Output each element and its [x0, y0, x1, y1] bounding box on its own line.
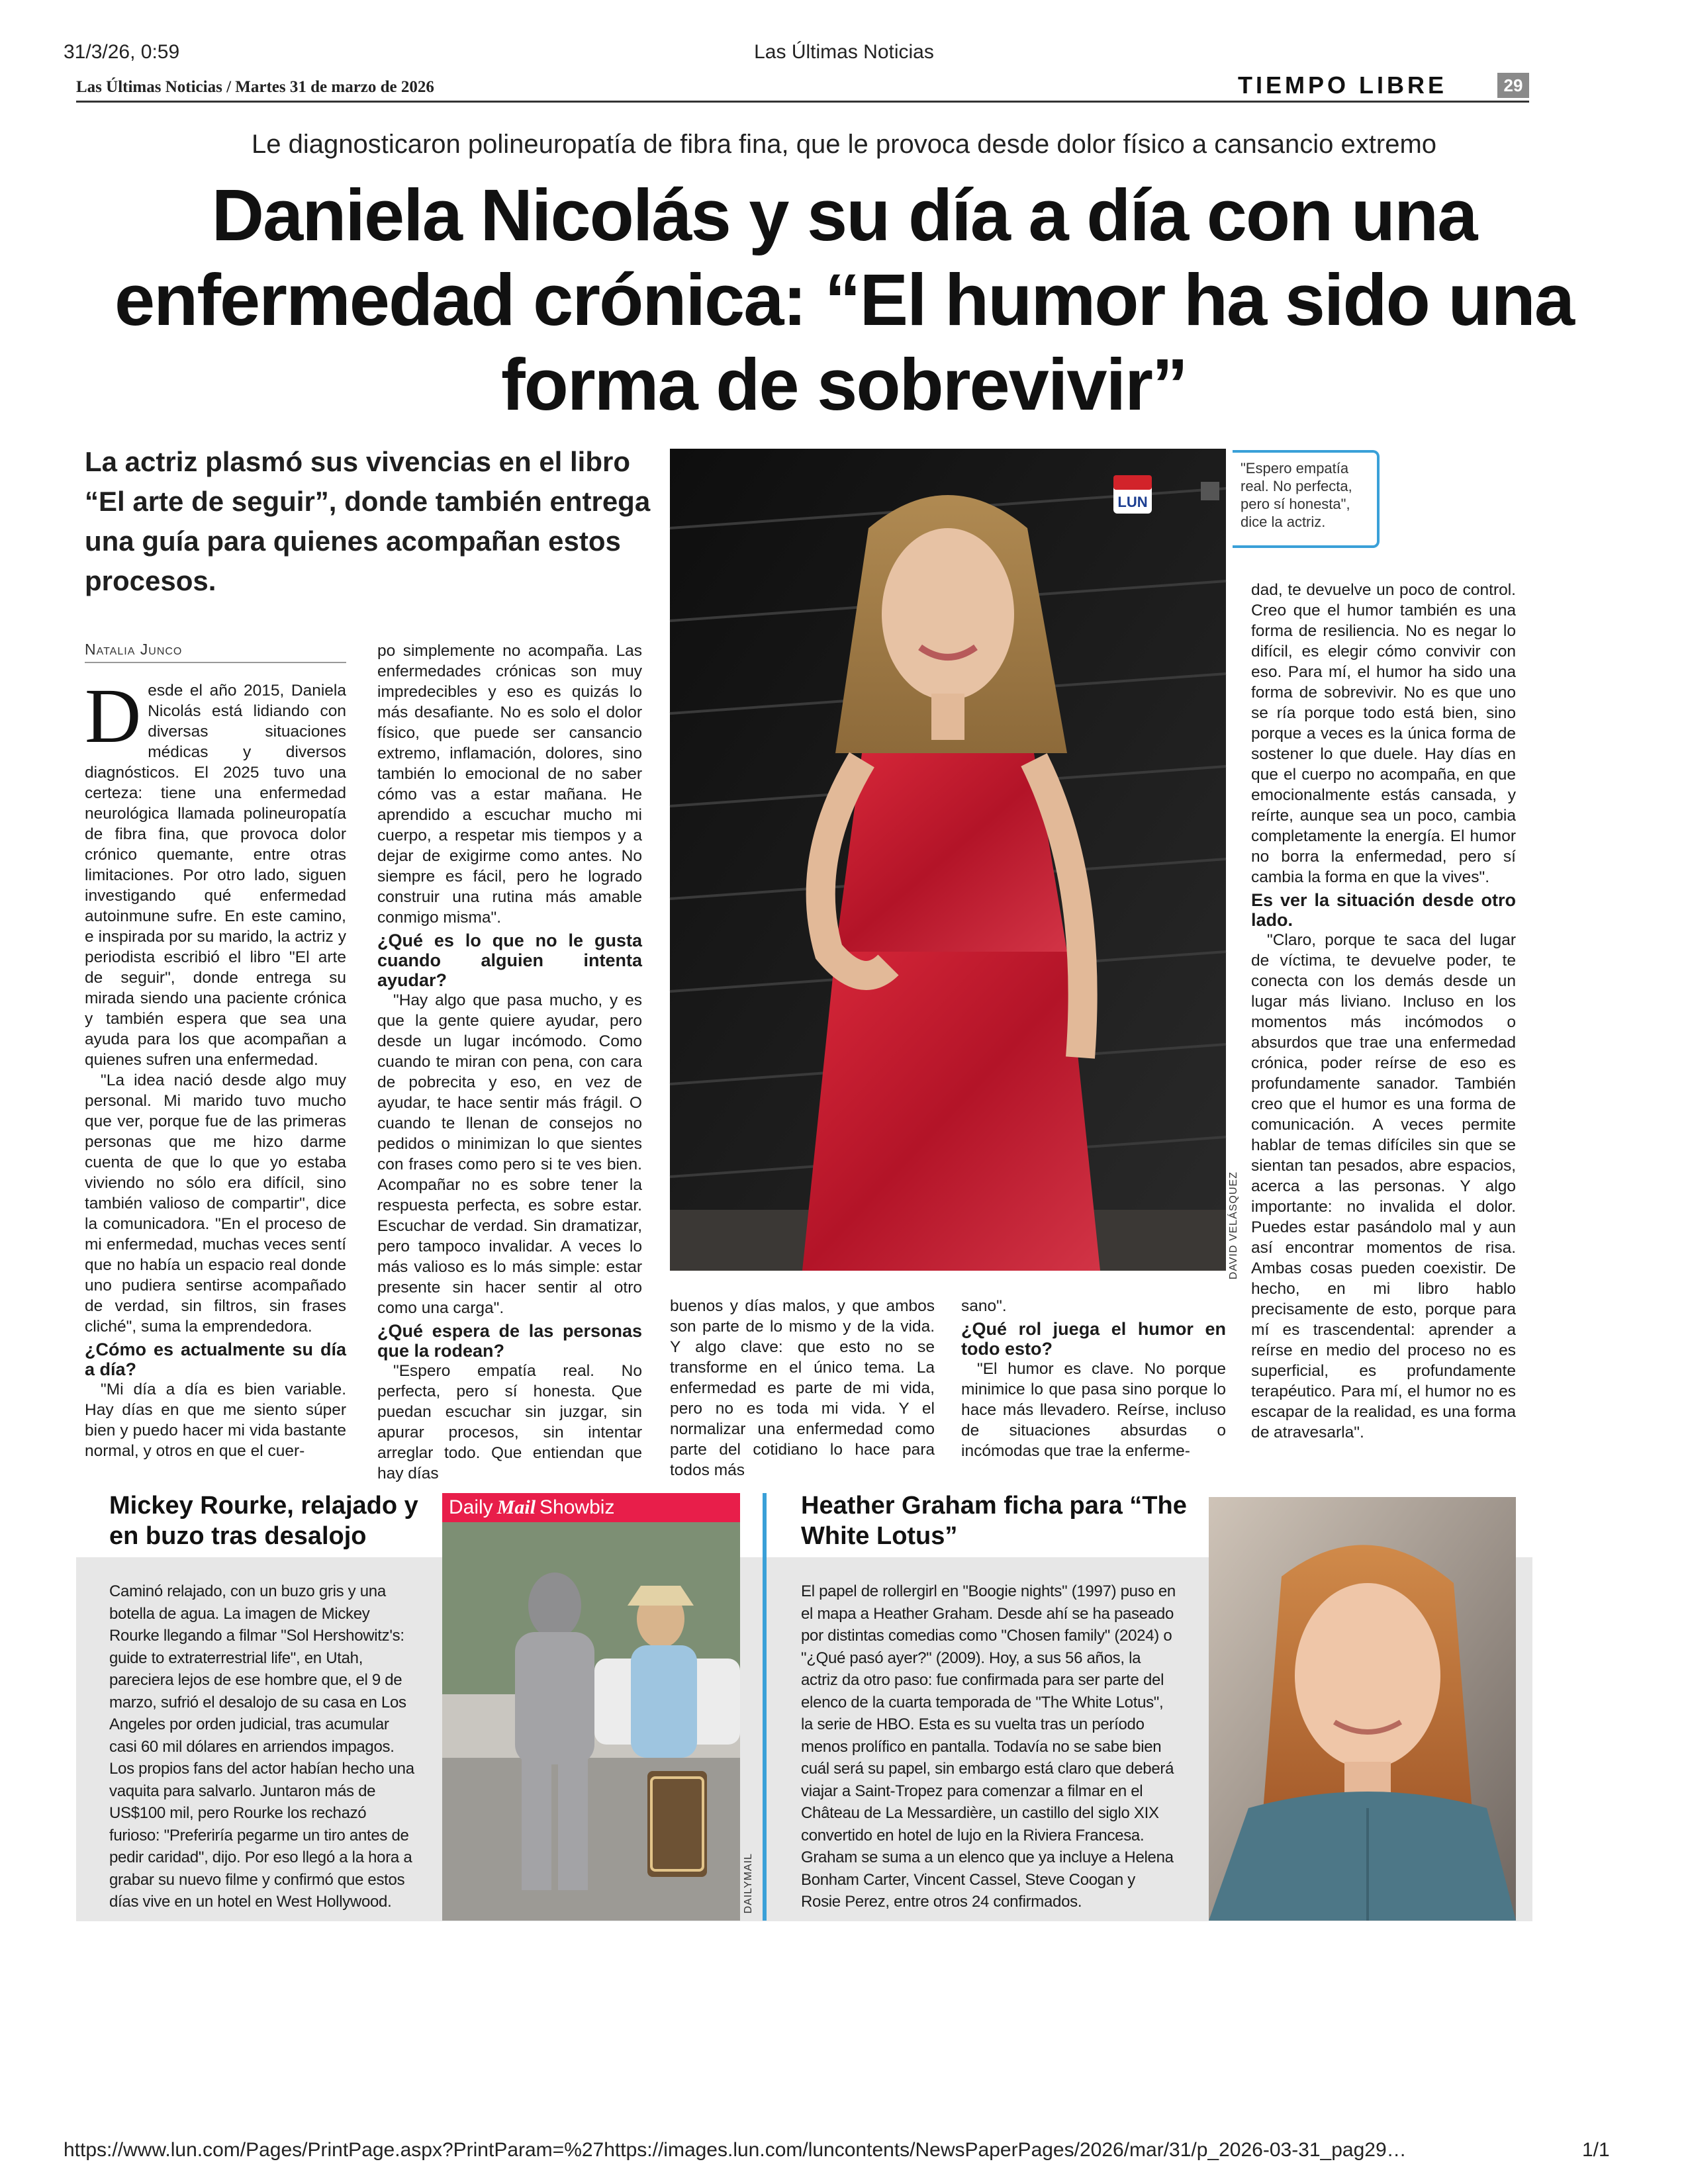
- article-deck: La actriz plasmó sus vivencias en el libro “El arte de seguir”, donde también entrega una guía para quienes acompañan estos procesos.: [85, 446, 651, 596]
- paper-date-line: Las Últimas Noticias / Martes 31 de marzo de 2026: [76, 78, 434, 96]
- main-photo: [670, 449, 1226, 1271]
- story1-photo-credit: DAILYMAIL: [743, 1853, 754, 1914]
- paragraph: "La idea nació desde algo muy personal. Mi marido tuvo mucho que ver, porque fue de las primeras personas que me hizo darme cuenta de que lo que yo estaba viviendo no sólo era difícil, sino también valioso de compartir", dice la comunicadora. "En el proceso de mi enfermedad, muchas veces sentí que no había un espacio real donde uno pudiera sentirse acompañado de verdad, sin filtros, sin frases cliché", suma la emprendedora.: [85, 1071, 346, 1336]
- print-page-count: 1/1: [1582, 2139, 1610, 2161]
- paragraph: esde el año 2015, Daniela Nicolás está lidiando con diversas situaciones médicas y diversos diagnósticos. El 2025 tuvo una certeza: tiene una enfermedad neurológica llamada polineuropatía de fibra fina, que provoca dolor crónico quemante, entre otras limitaciones. Por otro lado, siguen investigando qué enfermedad autoinmune sufre. En este camino, e inspirada por su marido, la actriz y periodista escribió el libro "El arte de seguir", donde entrega su mirada siendo una paciente crónica y también espera que sea una ayuda para los que acompañan a quienes sufren una enfermedad.: [85, 682, 346, 1069]
- print-url: https://www.lun.com/Pages/PrintPage.aspx?PrintParam=%27https://images.lun.com/luncontents/NewsPaperPages/2026/mar/31/p_2026-03-31_pag29…: [64, 2139, 1407, 2161]
- story1-photo-illustration: [442, 1493, 740, 1921]
- story2-text: El papel de rollergirl en "Boogie nights" (1997) puso en el mapa a Heather Graham. Desde ahí se ha paseado por distintas comedias como "Chosen family" (2024) o "¿Qué pasó ayer?" (2009). Hoy, a sus 56 años, la actriz da otro paso: fue confirmada para ser parte del elenco de la cuarta temporada de "The White Lotus", la serie de HBO. Esta es su vuelta tras un período menos prolífico en pantalla. Todavía no se sabe bien cuál será su papel, sin embargo está claro que deberá viajar a Saint-Tropez para comenzar a filmar en el Château de La Messardière, un castillo del siglo XIX convertido en hotel de lujo en la Riviera Francesa. Graham se suma a un elenco que ya incluye a Helena Bonham Carter, Vincent Cassel, Steve Coogan y Rosie Perez, entre otros 24 confirmados.: [801, 1582, 1176, 1911]
- paragraph: dad, te devuelve un poco de control. Creo que el humor también es una forma de resiliencia. No es negar lo difícil, es elegir cómo convivir con eso. Para mí, el humor ha sido una forma de sobrevivir. No es que uno se ría porque todo está bien, sino porque a veces es la única forma de sostener lo que duele. Hay días en que el cuerpo no acompaña, en que emocionalmente estás cansada, y reírte, aunque sea un poco, cambia completamente la energía. El humor no borra la enfermedad, pero sí cambia la forma en que la vives".: [1251, 581, 1516, 886]
- article-column-3: [670, 1296, 935, 1479]
- interview-question: ¿Qué rol juega el humor en todo esto?: [961, 1319, 1226, 1359]
- paragraph: "Mi día a día es bien variable. Hay días en que me siento súper bien y puedo hacer mi vida bastante normal, y otros en que el cuer-: [85, 1381, 346, 1460]
- paragraph: po simplemente no acompaña. Las enfermedades crónicas son muy impredecibles y eso es quizás lo más desafiante. No es solo el dolor físico, que puede ser cansancio extremo, inflamación, dolores, sino también lo emocional de no saber cómo vas a estar mañana. He aprendido a escuchar mucho mi cuerpo, a respetar mis tiempos y a dejar de exigirme como antes. No siempre es fácil, pero he logrado construir una rutina más amable conmigo misma".: [377, 642, 642, 927]
- paragraph: sano".: [961, 1297, 1007, 1315]
- paragraph: "El humor es clave. No porque minimice lo que pasa sino porque lo hace más llevadero. Reírse, incluso de situaciones absurdas o incómodas que trae la enferme-: [961, 1360, 1226, 1460]
- photo-credit: DAVID VELÁSQUEZ: [1228, 1171, 1239, 1280]
- section-page-number: 29: [1497, 73, 1529, 98]
- dailymail-banner-mail: Mail: [496, 1496, 536, 1518]
- article-column-1: [85, 672, 346, 1463]
- paragraph: "Hay algo que pasa mucho, y es que la gente quiere ayudar, pero desde un lugar incómodo. Como cuando te miran con pena, con cara de pobrecita y eso, en vez de ayudar, te hace sentir más frágil. O cuando te llenan de consejos no pedidos o minimizan lo que sientes con frases como pero si te ves bien. Acompañar no es sobre tener la respuesta perfecta, es sobre estar. Escuchar de verdad. Sin dramatizar, pero tampoco invalidar. A veces lo más valioso es lo más simple: estar presente sin hacer sentir al otro como una carga".: [377, 991, 642, 1317]
- header-rule: [76, 101, 1529, 103]
- interview-question: ¿Qué espera de las personas que la rodean?: [377, 1321, 642, 1361]
- photo-illustration: [670, 449, 1226, 1271]
- story2-photo: [1209, 1497, 1516, 1921]
- paragraph: "Espero empatía real. No perfecta, pero sí honesta. Que puedan escuchar sin juzgar, sin apurar procesos, sin intentar arreglar todo. Que entiendan que hay días: [377, 1362, 642, 1482]
- dailymail-banner-showbiz: Showbiz: [539, 1496, 615, 1518]
- dailymail-banner: [442, 1493, 740, 1522]
- story2-photo-illustration: [1209, 1497, 1516, 1921]
- interview-question: ¿Qué es lo que no le gusta cuando alguien intenta ayudar?: [377, 931, 642, 990]
- lun-badge: LUN: [1117, 494, 1148, 510]
- story2-title: Heather Graham ficha para “The White Lotus”: [801, 1492, 1187, 1550]
- story-divider: [763, 1493, 767, 1921]
- story1-title: Mickey Rourke, relajado y en buzo tras desalojo: [109, 1492, 418, 1550]
- story1-text: Caminó relajado, con un buzo gris y una botella de agua. La imagen de Mickey Rourke llegando a filmar "Sol Hershowitz's: guide to extraterrestrial life", en Utah, pareciera lejos de ese hombre que, el 9 de marzo, sufrió el desalojo de su casa en Los Angeles por orden judicial, tras acumular casi 60 mil dólares en arriendos impagos. Los propios fans del actor habían hecho una vaquita para salvarlo. Juntaron más de US$100 mil, pero Rourke los rechazó furioso: "Preferiría pegarme un tiro antes de pedir caridad", dijo. Por eso llegó a la hora a grabar su nuevo filme y confirmó que estos días vive en un hotel en West Hollywood.: [109, 1582, 414, 1911]
- paragraph: "Claro, porque te saca del lugar de víctima, te devuelve poder, te conecta con los demás desde un lugar más liviano. Incluso en los momentos más incómodos o absurdos que trae una enfermedad crónica, poder reírse de eso es profundamente sanador. También creo que el humor es una forma de comunicación. A veces permite hablar de temas difíciles sin que se sientan tan pesados, abre espacios, acerca a las personas. Y algo importante: no invalida el dolor. Puedes estar pasándolo mal y aun así encontrar momentos de risa. Ambas cosas pueden coexistir. De hecho, en mi libro hablo precisamente de esto, porque para mí es trascendental: aprender a reírse en medio del proceso no es superficial, es profundamente terapéutico. Para mí, el humor no es escapar de la realidad, es una forma de atravesarla".: [1251, 931, 1516, 1441]
- article-kicker: Le diagnosticaron polineuropatía de fibra fina, que le provoca desde dolor físico a cansancio extremo: [251, 130, 1437, 159]
- interview-question: ¿Cómo es actualmente su día a día?: [85, 1340, 346, 1379]
- article-byline: Natalia Junco: [85, 641, 183, 658]
- paragraph: buenos y días malos, y que ambos son parte de lo mismo y de la vida. Y algo clave: que esto no se transforme en el único tema. La enfermedad es parte de mi vida, pero no es toda mi vida. Y el normalizar una enfermedad como parte del cotidiano lo hace para todos más: [670, 1297, 935, 1479]
- byline-rule: [85, 662, 346, 663]
- dailymail-banner-daily: Daily: [449, 1496, 493, 1518]
- interview-question: Es ver la situación desde otro lado.: [1251, 890, 1516, 930]
- article-column-2: [377, 641, 642, 1482]
- photo-caption: "Espero empatía real. No perfecta, pero sí honesta", dice la actriz.: [1233, 450, 1380, 548]
- section-title: TIEMPO LIBRE: [1238, 71, 1448, 99]
- article-headline: Daniela Nicolás y su día a día con una enfermedad crónica: “El humor ha sido una forma de sobrevivir”: [115, 175, 1573, 426]
- drop-cap: D: [85, 672, 142, 759]
- article-column-4: [961, 1296, 1226, 1463]
- story1-photo: [442, 1493, 740, 1921]
- print-date: 31/3/26, 0:59: [64, 41, 180, 63]
- article-column-5: [1251, 580, 1516, 1463]
- print-title: Las Últimas Noticias: [754, 41, 934, 63]
